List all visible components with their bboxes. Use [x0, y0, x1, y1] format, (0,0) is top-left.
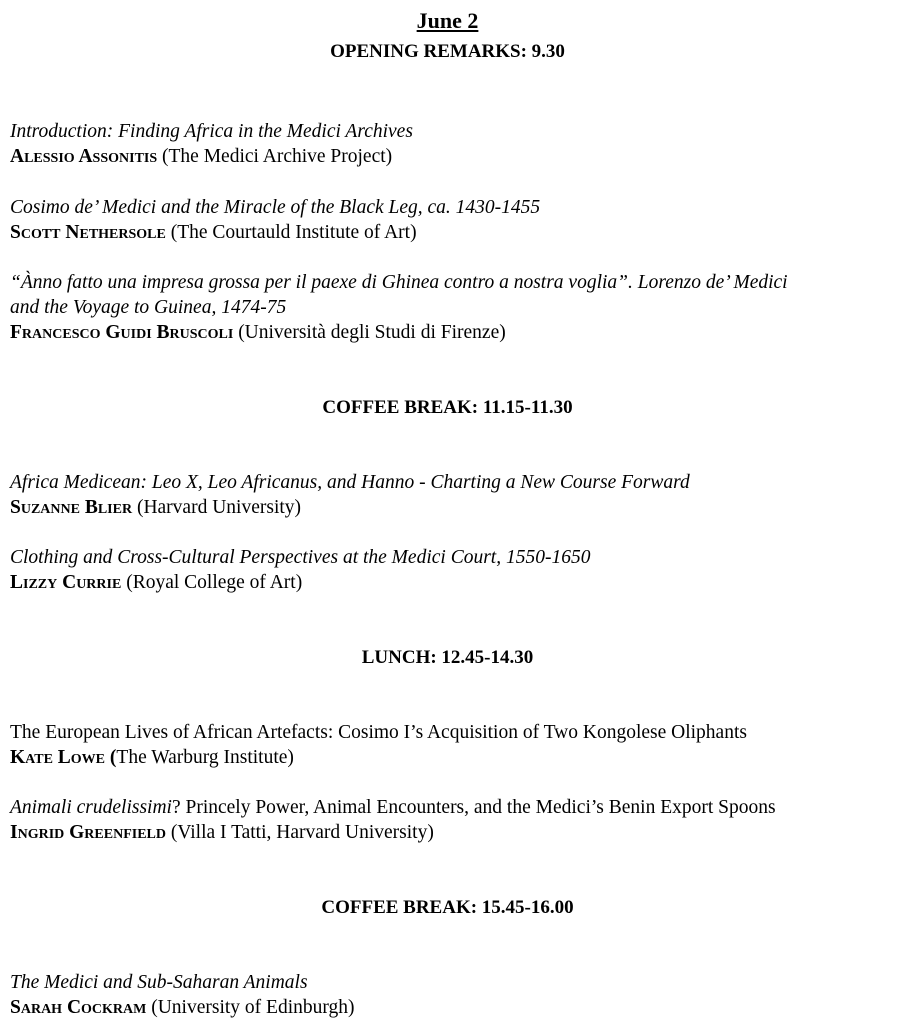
- speaker-line: [10, 995, 895, 1020]
- talk-item: [10, 470, 895, 520]
- speaker-line: [10, 745, 895, 770]
- speaker-affiliation: (Villa I Tatti, Harvard University): [165, 822, 434, 843]
- speaker-line: [10, 320, 895, 345]
- talk-title-rest: ? Princely Power, Animal Encounters, and the Medici’s Benin Export Spoons: [171, 797, 776, 818]
- speaker-line: [10, 495, 895, 520]
- coffee-break-heading: COFFEE BREAK: 11.15-11.30: [322, 397, 573, 418]
- speaker-affiliation: (The Medici Archive Project): [157, 146, 393, 167]
- talk-title: The European Lives of African Artefacts: Cosimo I’s Acquisition of Two Kongolese Oliphants: [10, 722, 747, 743]
- talk-item: [10, 195, 895, 245]
- talk-title-line-2: and the Voyage to Guinea, 1474-75: [10, 297, 287, 318]
- speaker-name: Francesco Guidi Bruscoli: [10, 322, 234, 343]
- speaker-line: [10, 820, 895, 845]
- speaker-affiliation: (Università degli Studi di Firenze): [233, 322, 506, 343]
- talk-item: [10, 795, 895, 845]
- talk-title-italic: Animali crudelissimi: [10, 797, 172, 818]
- lunch-heading: LUNCH: 12.45-14.30: [361, 647, 534, 668]
- talk-title: Introduction: Finding Africa in the Medici Archives: [10, 121, 413, 142]
- talk-item: [10, 720, 895, 770]
- speaker-name: Ingrid Greenfield: [10, 822, 166, 843]
- speaker-name: Scott Nethersole: [10, 222, 166, 243]
- speaker-affiliation: The Warburg Institute): [116, 747, 294, 768]
- talk-title: Cosimo de’ Medici and the Miracle of the Black Leg, ca. 1430-1455: [10, 197, 541, 218]
- talk-title-line-1: “Ànno fatto una impresa grossa per il paexe di Ghinea contro a nostra voglia”. Lorenzo de’ Medici: [10, 272, 788, 293]
- opening-remarks-heading: OPENING REMARKS: 9.30: [330, 41, 565, 62]
- talk-title: Clothing and Cross-Cultural Perspectives at the Medici Court, 1550-1650: [10, 547, 591, 568]
- talk-item: [10, 119, 895, 169]
- coffee-break-heading: COFFEE BREAK: 15.45-16.00: [321, 897, 574, 918]
- speaker-name: Sarah Cockram: [10, 997, 147, 1018]
- speaker-affiliation: (The Courtauld Institute of Art): [165, 222, 417, 243]
- speaker-name: Lizzy Currie: [10, 572, 122, 593]
- talk-item: [10, 545, 895, 595]
- speaker-name: Kate Lowe (: [10, 747, 117, 768]
- speaker-affiliation: (Harvard University): [132, 497, 302, 518]
- speaker-name: Alessio Assonitis: [10, 146, 158, 167]
- speaker-name: Suzanne Blier: [10, 497, 133, 518]
- talk-item: [10, 970, 895, 1020]
- talk-title: Africa Medicean: Leo X, Leo Africanus, and Hanno - Charting a New Course Forward: [10, 472, 690, 493]
- day-heading: June 2: [416, 8, 479, 33]
- speaker-line: [10, 144, 895, 169]
- talk-title: [10, 795, 895, 820]
- talk-title: The Medici and Sub-Saharan Animals: [10, 972, 308, 993]
- speaker-line: [10, 220, 895, 245]
- speaker-line: [10, 570, 895, 595]
- talk-item: [10, 270, 895, 345]
- speaker-affiliation: (Royal College of Art): [121, 572, 303, 593]
- speaker-affiliation: (University of Edinburgh): [146, 997, 355, 1018]
